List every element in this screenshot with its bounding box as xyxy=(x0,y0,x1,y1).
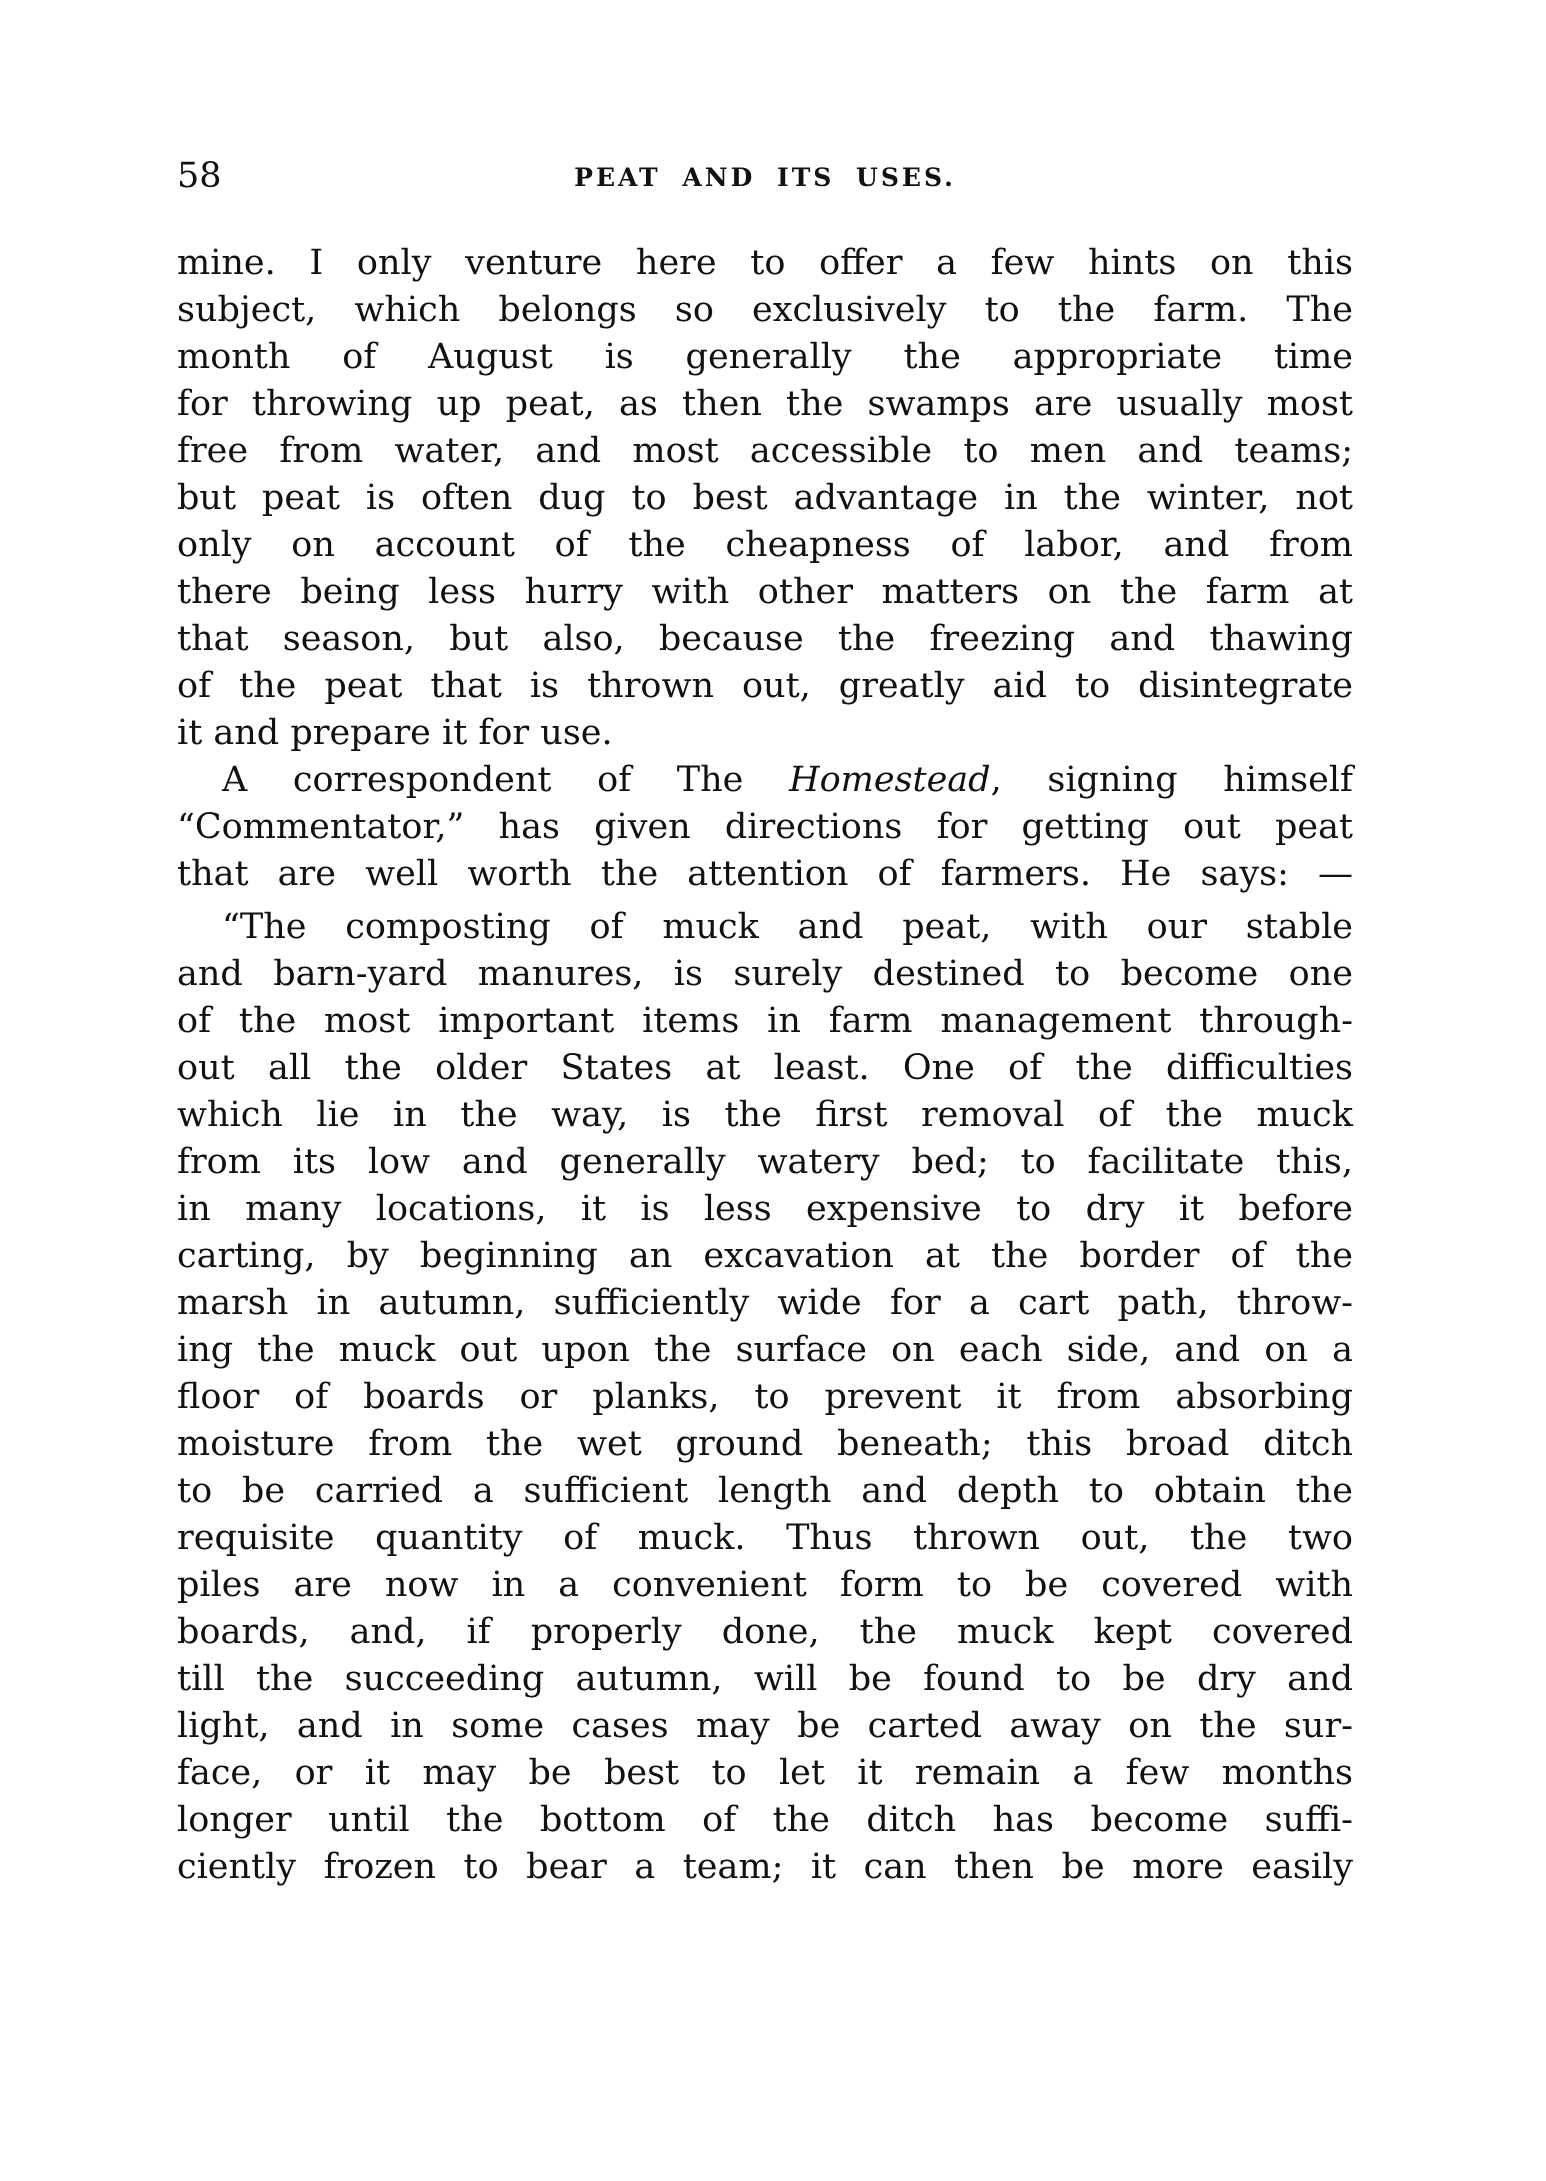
paragraph-1 xyxy=(177,240,1353,757)
italic-publication-title: Homestead xyxy=(789,760,991,800)
text-line: light, and in some cases may be carted away on the sur- xyxy=(177,1706,1353,1746)
body-text xyxy=(177,240,1353,1891)
text-line: that are well worth the attention of farmers. He says: — xyxy=(177,854,1353,894)
text-fragment: , signing himself xyxy=(990,760,1353,800)
text-line: and barn-yard manures, is surely destined to become one xyxy=(177,954,1353,994)
paragraph-3-quotation xyxy=(177,904,1353,1891)
text-line: marsh in autumn, sufficiently wide for a cart path, throw- xyxy=(177,1283,1353,1323)
text-line: moisture from the wet ground beneath; this broad ditch xyxy=(177,1424,1353,1464)
text-line: for throwing up peat, as then the swamps are usually most xyxy=(177,384,1353,424)
text-line: carting, by beginning an excavation at the border of the xyxy=(177,1236,1353,1276)
text-line: piles are now in a convenient form to be covered with xyxy=(177,1565,1353,1605)
text-line: that season, but also, because the freezing and thawing xyxy=(177,619,1353,659)
text-line: month of August is generally the appropriate time xyxy=(177,337,1353,377)
text-line: requisite quantity of muck. Thus thrown out, the two xyxy=(177,1518,1353,1558)
text-line: “Commentator,” has given directions for getting out peat xyxy=(177,807,1353,847)
text-line: mine. I only venture here to offer a few hints on this xyxy=(177,243,1353,283)
text-line: face, or it may be best to let it remain a few months xyxy=(177,1753,1353,1793)
text-line: of the most important items in farm management through- xyxy=(177,1001,1353,1041)
text-line: out all the older States at least. One of the difficulties xyxy=(177,1048,1353,1088)
text-line: but peat is often dug to best advantage in the winter, not xyxy=(177,478,1353,518)
text-line: to be carried a sufficient length and depth to obtain the xyxy=(177,1471,1353,1511)
paragraph-2 xyxy=(177,757,1353,898)
text-line: till the succeeding autumn, will be found to be dry and xyxy=(177,1659,1353,1699)
text-line: ciently frozen to bear a team; it can then be more easily xyxy=(177,1847,1353,1887)
text-line: “The composting of muck and peat, with our stable xyxy=(222,907,1353,947)
text-line: floor of boards or planks, to prevent it from absorbing xyxy=(177,1377,1353,1417)
text-line: from its low and generally watery bed; to facilitate this, xyxy=(177,1142,1353,1182)
text-line: only on account of the cheapness of labor, and from xyxy=(177,525,1353,565)
text-line: ing the muck out upon the surface on each side, and on a xyxy=(177,1330,1353,1370)
text-line: boards, and, if properly done, the muck kept covered xyxy=(177,1612,1353,1652)
text-line: which lie in the way, is the first removal of the muck xyxy=(177,1095,1353,1135)
text-line: there being less hurry with other matters on the farm at xyxy=(177,572,1353,612)
running-title: PEAT AND ITS USES. xyxy=(574,163,956,192)
text-line-with-italic-title xyxy=(177,757,1353,804)
running-head xyxy=(177,156,1353,196)
text-line-paragraph-end: it and prepare it for use. xyxy=(177,713,613,753)
text-line: longer until the bottom of the ditch has become suffi- xyxy=(177,1800,1353,1840)
text-line: subject, which belongs so exclusively to the farm. The xyxy=(177,290,1353,330)
text-line: in many locations, it is less expensive to dry it before xyxy=(177,1189,1353,1229)
text-fragment: A correspondent of The xyxy=(222,760,790,800)
text-line: free from water, and most accessible to men and teams; xyxy=(177,431,1353,471)
page-number: 58 xyxy=(177,156,222,196)
text-line: of the peat that is thrown out, greatly aid to disintegrate xyxy=(177,666,1353,706)
